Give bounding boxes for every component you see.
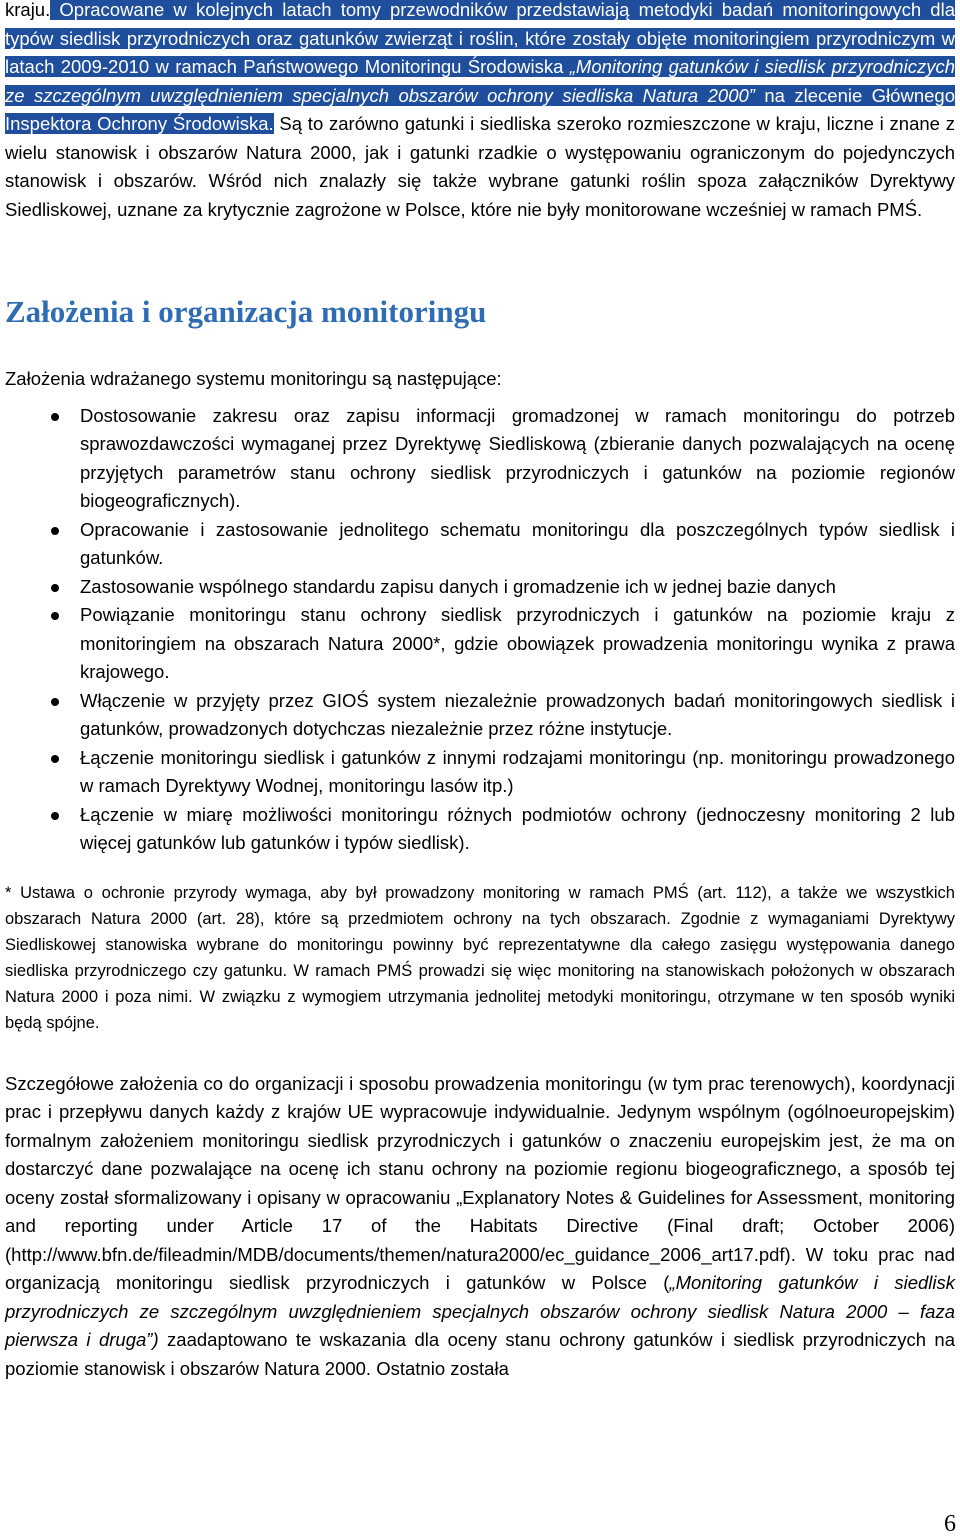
list-item: Zastosowanie wspólnego standardu zapisu danych i gromadzenie ich w jednej bazie danych	[5, 573, 955, 602]
list-item: Dostosowanie zakresu oraz zapisu informacji gromadzonej w ramach monitoringu do potrzeb sprawozdawczości wymaganej przez Dyrektywę Siedliskową (zbieranie danych pozwalających na ocenę przyjętych parametrów stanu ochrony siedlisk przyrodniczych i gatunków na poziomie regionów biogeograficznych).	[5, 402, 955, 516]
bullet-icon	[51, 527, 59, 535]
intro-first-word: kraju.	[5, 0, 51, 20]
body-paragraph: Szczegółowe założenia co do organizacji i sposobu prowadzenia monitoringu (w tym prac terenowych), koordynacji prac i przepływu danych każdy z krajów UE wypracowuje indywidualnie. Jedynym wspólnym (ogólnoeuropejskim) formalnym założeniem monitoringu siedlisk przyrodniczych i gatunków o znaczeniu europejskim jest, że ma on dostarczyć dane pozwalające na ocenę ich stanu ochrony na poziomie regionu biogeograficznego, a sposób tej oceny został sformalizowany i opisany w opracowaniu „Explanatory Notes & Guidelines for Assessment, monitoring and reporting under Article 17 of the Habitats Directive (Final draft; October 2006) (http://www.bfn.de/fileadmin/MDB/documents/themen/natura2000/ec_guidance_2006_art17.pdf). W toku prac nad organizacją monitoringu siedlisk przyrodniczych i gatunków w Polsce („Monitoring gatunków i siedlisk przyrodniczych ze szczególnym uwzględnieniem specjalnych obszarów ochrony siedlisk Natura 2000 – faza pierwsza i druga”) zaadaptowano te wskazania dla oceny stanu ochrony gatunków i siedlisk przyrodniczych na poziomie stanowisk i obszarów Natura 2000. Ostatnio została	[5, 1072, 955, 1379]
bullet-icon	[51, 755, 59, 763]
list-item: Łączenie monitoringu siedlisk i gatunków z innymi rodzajami monitoringu (np. monitoringu prowadzonego w ramach Dyrektywy Wodnej, monitoringu lasów itp.)	[5, 744, 955, 801]
bullet-icon	[51, 698, 59, 706]
list-item: Powiązanie monitoringu stanu ochrony siedlisk przyrodniczych i gatunków na poziomie kraju z monitoringiem na obszarach Natura 2000*, gdzie obowiązek prowadzenia monitoringu wynika z prawa krajowego.	[5, 601, 955, 687]
intro-selected-text: Opracowane w kolejnych latach tomy przewodników przedstawiają metodyki badań monitoringowych dla typów siedlisk przyrodniczych oraz gatunków zwierząt i roślin, które zostały objęte monitoringiem przyrodniczym w latach 2009-2010 w ramach Państwowego Monitoringu Środowiska „Monitoring gatunków i siedlisk przyrodniczych ze szczególnym uwzględnieniem specjalnych obszarów ochrony siedliska Natura 2000” na zlecenie Głównego Inspektora Ochrony Środowiska.	[5, 0, 955, 134]
section-heading: Założenia i organizacja monitoringu	[5, 294, 487, 329]
list-item: Opracowanie i zastosowanie jednolitego schematu monitoringu dla poszczególnych typów siedlisk i gatunków.	[5, 516, 955, 573]
bullet-icon	[51, 812, 59, 820]
italic-project-title: „Monitoring gatunków i siedlisk przyrodniczych ze szczególnym uwzględnieniem specjalnych obszarów ochrony siedlisk Natura 2000 – faza pierwsza i druga”)	[5, 1272, 955, 1350]
footnote-paragraph: * Ustawa o ochronie przyrody wymaga, aby był prowadzony monitoring w ramach PMŚ (art. 112), a także we wszystkich obszarach Natura 2000 (art. 28), które są przedmiotem ochrony na tych obszarach. Zgodnie z wymaganiami Dyrektywy Siedliskowej stanowiska wybrane do monitoringu powinny być reprezentatywne dla całego zasięgu występowania danego siedliska przyrodniczego czy gatunku. W ramach PMŚ prowadzi się więc monitoring na stanowiskach położonych w obszarach Natura 2000 i poza nimi. W związku z wymogiem utrzymania jednolitej metodyki monitoringu, otrzymane w ten sposób wyniki będą spójne.	[5, 883, 955, 1032]
intro-rest: Są to zarówno gatunki i siedliska szeroko rozmieszczone w kraju, liczne i znane z wielu stanowisk i obszarów Natura 2000, jak i gatunki rzadkie o występowaniu ograniczonym do pojedynczych stanowisk i obszarów. Wśród nich znalazły się także wybrane gatunki roślin spoza załączników Dyrektywy Siedliskowej, uznane za krytycznie zagrożone w Polsce, które nie były monitorowane wcześniej w ramach PMŚ.	[5, 113, 955, 220]
list-item: Łączenie w miarę możliwości monitoringu różnych podmiotów ochrony (jednoczesny monitoring 2 lub więcej gatunków lub gatunków i typów siedlisk).	[5, 801, 955, 858]
list-item: Włączenie w przyjęty przez GIOŚ system niezależnie prowadzonych badań monitoringowych siedlisk i gatunków, prowadzonych dotychczas niezależnie przez różne instytucje.	[5, 687, 955, 744]
bullet-icon	[51, 413, 59, 421]
bullet-icon	[51, 612, 59, 620]
document-page	[5, 0, 955, 1383]
page-number: 6	[944, 1511, 956, 1537]
bullet-icon	[51, 584, 59, 592]
assumptions-list	[5, 402, 955, 858]
intro-paragraph	[5, 0, 955, 224]
section-lead: Założenia wdrażanego systemu monitoringu są następujące:	[5, 368, 502, 389]
